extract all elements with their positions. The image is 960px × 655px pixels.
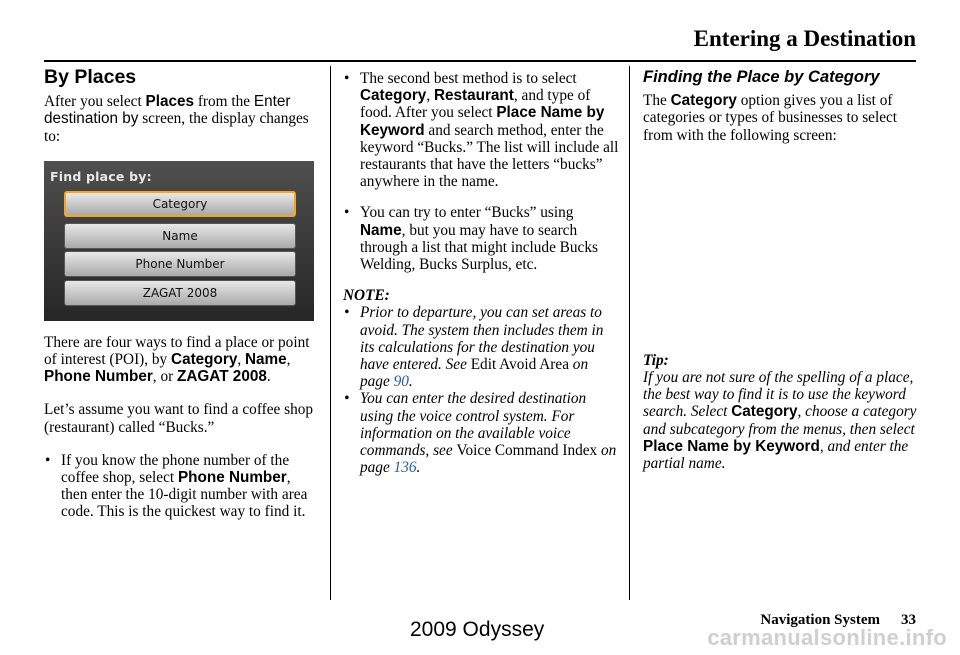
subsection-heading: Finding the Place by Category	[643, 68, 880, 86]
page-header-title: Entering a Destination	[693, 26, 916, 51]
footer-label: Navigation System	[760, 612, 880, 628]
name-menu-button: Name	[64, 223, 296, 249]
enter-destination-term: Enter destination by	[44, 93, 291, 128]
header-rule	[44, 60, 916, 62]
page-link-136[interactable]: 136	[393, 459, 417, 477]
intro-paragraph: After you select Places from the Enter destination by screen, the display changes to:	[44, 93, 309, 145]
section-heading: By Places	[44, 66, 137, 88]
category-intro-paragraph: The Category option gives you a list of categories or types of businesses to select from with the following screen:	[643, 92, 898, 144]
category-menu-button: Category	[64, 191, 296, 217]
list-item: • You can try to enter “Bucks” using Name, but you may have to search through a list that might include Bucks Welding, Bucks Surplus, etc.	[343, 204, 619, 273]
column-middle	[343, 66, 619, 490]
model-label: 2009 Odyssey	[410, 618, 545, 641]
watermark: carmanualsonline.info	[707, 625, 947, 650]
note-item: • Prior to departure, you can set areas to avoid. The system then includes them in its calculations for the destination you have entered. See Edit Avoid Area on page 90.	[343, 304, 619, 390]
page-number: 33	[901, 612, 916, 628]
list-item: • The second best method is to select Category, Restaurant, and type of food. After you select Place Name by Keyword and search method, enter the keyword “Bucks.” The list will include all restaurants that have the letters “bucks” anywhere in the name.	[343, 70, 619, 190]
four-ways-paragraph: There are four ways to find a place or point of interest (POI), by Category, Name, Phone Number, or ZAGAT 2008.	[44, 333, 310, 386]
note-heading: NOTE:	[343, 287, 390, 305]
column-divider	[330, 66, 331, 600]
note-item: • You can enter the desired destination using the voice control system. For information on the available voice commands, see Voice Command Index on page 136.	[343, 390, 619, 476]
tip-paragraph: If you are not sure of the spelling of a place, the best way to find it is to use the keyword search. Select Category, choose a category and subcategory from the menus, then select Place Name by Keyword, and enter the partial name.	[643, 369, 917, 473]
list-item: • If you know the phone number of the coffee shop, select Phone Number, then enter the 10-digit number with area code. This is the quickest way to find it.	[44, 452, 320, 521]
column-right	[643, 66, 919, 472]
page-link-90[interactable]: 90	[393, 373, 409, 391]
places-term: Places	[145, 93, 194, 111]
tip-heading: Tip:	[643, 351, 669, 369]
phone-number-menu-button: Phone Number	[64, 251, 296, 277]
column-divider	[629, 66, 630, 600]
assume-paragraph: Let’s assume you want to find a coffee shop (restaurant) called “Bucks.”	[44, 401, 314, 436]
find-place-screen-image	[44, 161, 314, 321]
screen-title: Find place by:	[50, 168, 152, 184]
column-left	[44, 66, 320, 535]
zagat-menu-button: ZAGAT 2008	[64, 280, 296, 306]
